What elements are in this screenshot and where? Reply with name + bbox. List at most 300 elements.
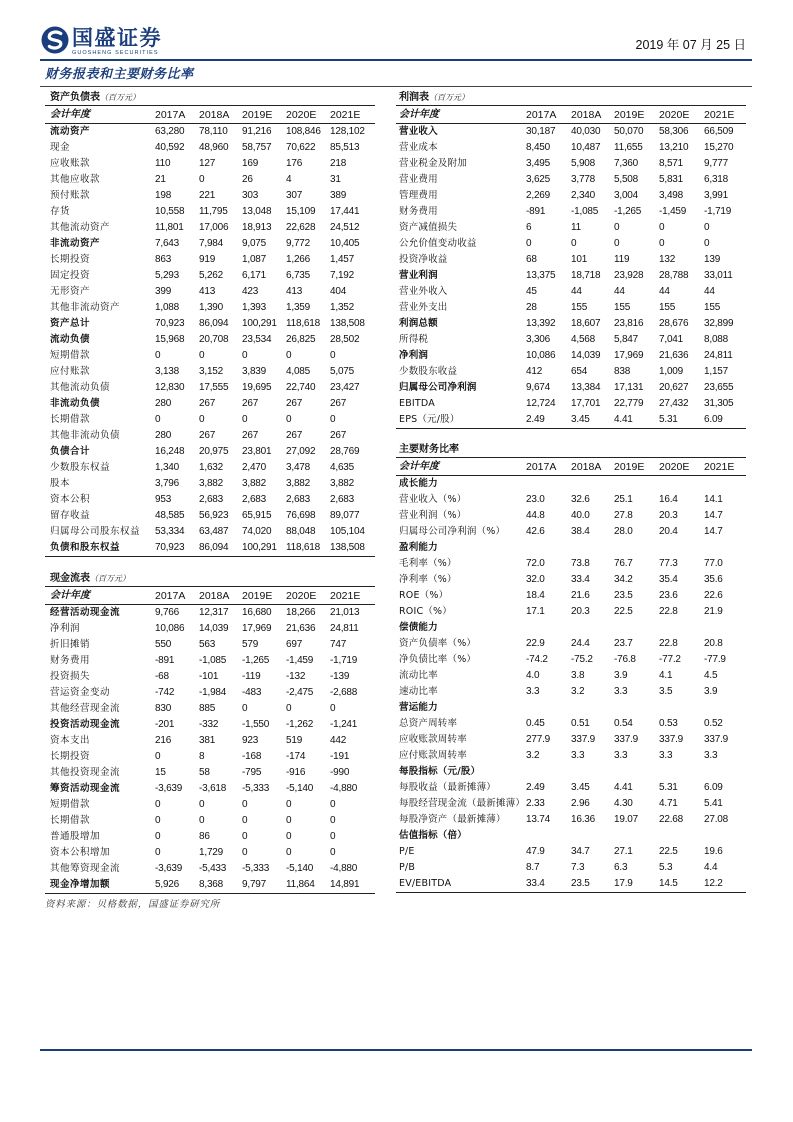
value-cell: -483 xyxy=(242,687,262,698)
column-header-label: 会计年度 xyxy=(45,588,155,605)
value-cell: 1,393 xyxy=(242,302,267,313)
value-cell: 23.6 xyxy=(659,590,678,601)
value-cell: 267 xyxy=(199,398,216,409)
table-row xyxy=(396,412,746,429)
row-label: 现金净增加额 xyxy=(45,877,155,894)
value-cell: 5,926 xyxy=(155,877,199,894)
value-cell: 2,470 xyxy=(242,462,267,473)
value-cell: 77.0 xyxy=(704,558,723,569)
table-row xyxy=(396,652,746,668)
value-cell: 27.8 xyxy=(614,510,633,521)
value-cell: 2,340 xyxy=(571,190,596,201)
value-cell: 76.7 xyxy=(614,558,633,569)
value-cell xyxy=(614,540,659,556)
value-cell: -191 xyxy=(330,751,350,762)
value-cell: 3,495 xyxy=(526,158,551,169)
row-label: 流动负债 xyxy=(50,334,91,345)
value-cell: 21 xyxy=(155,174,166,185)
table-row xyxy=(396,284,746,300)
value-cell: 44 xyxy=(614,286,625,297)
footer-divider xyxy=(40,1049,752,1051)
value-cell: 22.6 xyxy=(704,590,723,601)
value-cell: 337.9 xyxy=(659,734,684,745)
table-row xyxy=(396,732,746,748)
value-cell: 16,680 xyxy=(242,607,272,618)
value-cell: 17.1 xyxy=(526,606,545,617)
value-cell: 3,882 xyxy=(286,478,311,489)
value-cell: -75.2 xyxy=(571,654,593,665)
value-cell xyxy=(526,764,571,780)
column-header-year: 2020E xyxy=(659,107,704,124)
table-row xyxy=(45,637,375,653)
value-cell: 0 xyxy=(199,414,205,425)
financial-ratios-table xyxy=(396,442,746,893)
value-cell: 0 xyxy=(199,174,205,185)
category-row xyxy=(396,620,746,636)
table-row xyxy=(396,172,746,188)
value-cell: 2,683 xyxy=(242,494,267,505)
row-label: 财务费用 xyxy=(50,655,91,666)
value-cell: 44.8 xyxy=(526,510,545,521)
value-cell: 100,291 xyxy=(242,540,286,557)
value-cell: 0 xyxy=(155,751,161,762)
table-row xyxy=(45,220,375,236)
value-cell: 0 xyxy=(155,847,161,858)
row-label: 其他投资现金流 xyxy=(50,767,121,778)
value-cell: 2,683 xyxy=(199,494,224,505)
row-label: 净利润 xyxy=(399,350,429,361)
value-cell xyxy=(659,700,704,716)
table-row xyxy=(396,780,746,796)
value-cell: 23,427 xyxy=(330,382,360,393)
table-row xyxy=(396,364,746,380)
value-cell: 20.3 xyxy=(571,606,590,617)
value-cell xyxy=(704,764,746,780)
row-label: 营业费用 xyxy=(399,174,438,185)
value-cell: 7,643 xyxy=(155,238,180,249)
value-cell: 267 xyxy=(199,430,216,441)
value-cell: 33,011 xyxy=(704,270,733,281)
table-row xyxy=(396,220,746,236)
value-cell: 17,969 xyxy=(242,623,272,634)
value-cell: 13,384 xyxy=(571,382,601,393)
table-unit: （百万元） xyxy=(100,93,140,102)
value-cell: 5,262 xyxy=(199,270,224,281)
cash-flow-table xyxy=(45,571,375,894)
value-cell: 74,020 xyxy=(242,526,272,537)
value-cell: 0 xyxy=(571,238,577,249)
row-label: 其他流动资产 xyxy=(50,222,111,233)
value-cell: -1,459 xyxy=(286,655,314,666)
total-row xyxy=(45,717,375,733)
section-divider xyxy=(40,86,752,87)
value-cell: 277.9 xyxy=(526,734,551,745)
row-label: 营业利润 xyxy=(399,270,438,281)
value-cell: 23.0 xyxy=(526,494,545,505)
value-cell: 15,968 xyxy=(155,334,185,345)
value-cell: 35.6 xyxy=(704,574,723,585)
row-label: 速动比率 xyxy=(399,686,438,697)
table-row xyxy=(396,332,746,348)
value-cell: 72.0 xyxy=(526,558,545,569)
guosheng-logo-icon xyxy=(41,26,69,54)
value-cell: 0 xyxy=(242,703,248,714)
value-cell xyxy=(571,620,614,636)
table-row xyxy=(396,236,746,252)
value-cell: 100,291 xyxy=(242,318,277,329)
table-row xyxy=(396,492,746,508)
value-cell: 127 xyxy=(199,158,216,169)
category-row xyxy=(396,700,746,716)
value-cell: -76.8 xyxy=(614,654,636,665)
table-title xyxy=(45,90,375,106)
value-cell xyxy=(704,828,746,844)
row-label: 应收账款周转率 xyxy=(399,734,467,745)
value-cell: 28,788 xyxy=(659,270,689,281)
value-cell: 155 xyxy=(614,302,631,313)
table-row xyxy=(396,572,746,588)
value-cell: 17,555 xyxy=(199,382,229,393)
value-cell: -1,719 xyxy=(330,655,358,666)
value-cell: 14,891 xyxy=(330,877,375,894)
value-cell: -1,262 xyxy=(286,719,314,730)
value-cell: 747 xyxy=(330,639,347,650)
value-cell: 3.3 xyxy=(704,750,718,761)
source-note: 资料来源：贝格数据，国盛证券研究所 xyxy=(45,899,221,910)
value-cell: 27,092 xyxy=(286,446,316,457)
table-row xyxy=(396,508,746,524)
column-header-year: 2018A xyxy=(199,107,242,124)
value-cell: 5,831 xyxy=(659,174,684,185)
value-cell: 18,913 xyxy=(242,222,272,233)
value-cell xyxy=(704,620,746,636)
value-cell: 3,882 xyxy=(199,478,224,489)
value-cell: 32.0 xyxy=(526,574,545,585)
value-cell: 16.36 xyxy=(571,814,596,825)
value-cell: -3,639 xyxy=(155,863,183,874)
value-cell: 40,030 xyxy=(571,126,601,137)
value-cell: 2.49 xyxy=(526,782,545,793)
value-cell: 33.4 xyxy=(571,574,590,585)
value-cell xyxy=(659,476,704,493)
value-cell: 5.31 xyxy=(659,412,704,429)
value-cell: -68 xyxy=(155,671,169,682)
value-cell: 4,085 xyxy=(286,366,311,377)
value-cell: 34.2 xyxy=(614,574,633,585)
value-cell: 2.33 xyxy=(526,798,545,809)
value-cell: 0 xyxy=(330,414,336,425)
value-cell: 70,923 xyxy=(155,540,199,557)
value-cell: 12,317 xyxy=(199,607,229,618)
value-cell: -5,433 xyxy=(199,863,227,874)
value-cell: 423 xyxy=(242,286,259,297)
table-body xyxy=(45,605,375,894)
value-cell: 118,618 xyxy=(286,540,330,557)
row-label: 非流动负债 xyxy=(50,398,101,409)
value-cell: 28.0 xyxy=(614,526,633,537)
row-label: 资本公积增加 xyxy=(50,847,111,858)
value-cell: 0 xyxy=(199,350,205,361)
value-cell: 20.4 xyxy=(659,526,678,537)
value-cell: -1,550 xyxy=(242,719,270,730)
value-cell: 4.71 xyxy=(659,798,678,809)
table-row xyxy=(396,588,746,604)
value-cell: 3,839 xyxy=(242,366,267,377)
income-statement-grid xyxy=(396,107,746,429)
table-row xyxy=(396,748,746,764)
table-row xyxy=(45,204,375,220)
value-cell xyxy=(571,764,614,780)
table-row xyxy=(396,188,746,204)
value-cell: 22,740 xyxy=(286,382,316,393)
table-row xyxy=(396,876,746,893)
value-cell: 24.4 xyxy=(571,638,590,649)
value-cell xyxy=(526,476,571,493)
value-cell: 23,928 xyxy=(614,270,644,281)
value-cell: 267 xyxy=(286,430,303,441)
column-header-row xyxy=(45,107,375,124)
value-cell: 10,558 xyxy=(155,206,185,217)
value-cell: 45 xyxy=(526,286,537,297)
value-cell: 88,048 xyxy=(286,526,316,537)
value-cell: 579 xyxy=(242,639,259,650)
value-cell: 3.2 xyxy=(526,750,540,761)
value-cell: 0 xyxy=(242,414,248,425)
value-cell: 1,390 xyxy=(199,302,224,313)
value-cell: 89,077 xyxy=(330,510,360,521)
value-cell xyxy=(659,620,704,636)
row-label: 长期借款 xyxy=(50,815,91,826)
row-label: 营运资金变动 xyxy=(50,687,111,698)
value-cell: 40,592 xyxy=(155,142,185,153)
value-cell: 19.07 xyxy=(614,814,639,825)
value-cell: 4.41 xyxy=(614,412,659,429)
value-cell: 48,960 xyxy=(199,142,229,153)
row-label: 投资净收益 xyxy=(399,254,448,265)
value-cell: -174 xyxy=(286,751,306,762)
total-row xyxy=(396,316,746,332)
value-cell: -990 xyxy=(330,767,350,778)
table-title xyxy=(396,442,746,458)
value-cell: -4,880 xyxy=(330,783,358,794)
table-row xyxy=(396,668,746,684)
value-cell: 0 xyxy=(526,238,532,249)
row-label: 营业税金及附加 xyxy=(399,158,467,169)
value-cell: 3,138 xyxy=(155,366,180,377)
value-cell: 9,772 xyxy=(286,238,311,249)
value-cell: 18.4 xyxy=(526,590,545,601)
table-row xyxy=(396,140,746,156)
total-row xyxy=(45,396,375,412)
value-cell: 21,636 xyxy=(659,350,689,361)
column-header-year: 2021E xyxy=(704,459,746,476)
value-cell: 5.3 xyxy=(659,862,673,873)
row-label: 少数股东收益 xyxy=(399,366,458,377)
column-header-year: 2021E xyxy=(704,107,746,124)
value-cell xyxy=(614,828,659,844)
table-row xyxy=(45,140,375,156)
value-cell: 6,171 xyxy=(242,270,267,281)
value-cell: 20.8 xyxy=(704,638,723,649)
table-row xyxy=(45,829,375,845)
value-cell: -1,984 xyxy=(199,687,227,698)
value-cell: 267 xyxy=(286,398,303,409)
value-cell xyxy=(704,700,746,716)
category-label: 盈利能力 xyxy=(399,542,438,553)
value-cell: 18,607 xyxy=(571,318,601,329)
value-cell: 10,405 xyxy=(330,238,360,249)
total-row xyxy=(396,380,746,396)
category-row xyxy=(396,540,746,556)
value-cell: 58,306 xyxy=(659,126,689,137)
value-cell: 15,270 xyxy=(704,142,734,153)
total-row xyxy=(45,236,375,252)
value-cell: 22.8 xyxy=(659,606,678,617)
value-cell: -119 xyxy=(242,671,261,682)
value-cell: 6 xyxy=(526,222,532,233)
value-cell: 58,757 xyxy=(242,142,272,153)
table-row xyxy=(45,284,375,300)
value-cell: 105,104 xyxy=(330,526,365,537)
column-header-year: 2020E xyxy=(286,107,330,124)
value-cell: 26 xyxy=(242,174,253,185)
value-cell: 13.74 xyxy=(526,814,551,825)
value-cell: 863 xyxy=(155,254,172,265)
value-cell: -332 xyxy=(199,719,219,730)
value-cell: 697 xyxy=(286,639,303,650)
value-cell: -1,241 xyxy=(330,719,358,730)
value-cell: 14.7 xyxy=(704,526,723,537)
value-cell: 7,192 xyxy=(330,270,355,281)
row-label: 财务费用 xyxy=(399,206,438,217)
table-title-text: 资产负债表 xyxy=(50,92,100,103)
row-label: 总资产周转率 xyxy=(399,718,458,729)
value-cell: 2.96 xyxy=(571,798,590,809)
value-cell: 0 xyxy=(242,847,248,858)
value-cell: 86,094 xyxy=(199,540,242,557)
value-cell: -101 xyxy=(199,671,219,682)
value-cell: 0.52 xyxy=(704,718,723,729)
value-cell: -742 xyxy=(155,687,175,698)
value-cell: 9,075 xyxy=(242,238,267,249)
value-cell: 0 xyxy=(155,799,161,810)
row-label: 长期借款 xyxy=(50,414,91,425)
table-body xyxy=(45,124,375,557)
financial-ratios-grid xyxy=(396,459,746,893)
value-cell: 413 xyxy=(286,286,303,297)
value-cell: 34.7 xyxy=(571,846,590,857)
value-cell: 519 xyxy=(286,735,303,746)
value-cell: 118,618 xyxy=(286,318,321,329)
value-cell: 14.5 xyxy=(659,876,704,893)
row-label: 应收账款 xyxy=(50,158,91,169)
column-header-row xyxy=(396,107,746,124)
value-cell: 27.1 xyxy=(614,846,633,857)
value-cell: 1,266 xyxy=(286,254,311,265)
value-cell: -5,333 xyxy=(242,783,270,794)
value-cell: 12,724 xyxy=(526,398,556,409)
total-row xyxy=(45,540,375,557)
value-cell xyxy=(704,540,746,556)
table-row xyxy=(45,524,375,540)
value-cell: 0 xyxy=(199,815,205,826)
value-cell: 18,718 xyxy=(571,270,601,281)
row-label: 无形资产 xyxy=(50,286,91,297)
value-cell: 3.3 xyxy=(614,750,628,761)
value-cell: 47.9 xyxy=(526,846,545,857)
value-cell: 42.6 xyxy=(526,526,545,537)
table-row xyxy=(45,797,375,813)
value-cell: 20,975 xyxy=(199,446,229,457)
value-cell: 77.3 xyxy=(659,558,678,569)
value-cell: -139 xyxy=(330,671,350,682)
total-row xyxy=(45,605,375,622)
value-cell: 10,086 xyxy=(526,350,556,361)
total-row xyxy=(45,316,375,332)
table-row xyxy=(45,492,375,508)
value-cell: 0 xyxy=(286,815,292,826)
value-cell: 7.3 xyxy=(571,862,585,873)
value-cell: 0 xyxy=(330,703,336,714)
value-cell: 0 xyxy=(286,703,292,714)
value-cell: 563 xyxy=(199,639,216,650)
row-label: 资本支出 xyxy=(50,735,91,746)
value-cell: 2,269 xyxy=(526,190,551,201)
row-label: 营业收入 xyxy=(399,126,438,137)
value-cell: 91,216 xyxy=(242,126,272,137)
value-cell: 1,352 xyxy=(330,302,355,313)
value-cell: 4.5 xyxy=(704,670,718,681)
value-cell: 17,006 xyxy=(199,222,229,233)
value-cell: 0 xyxy=(330,799,336,810)
value-cell: 10,487 xyxy=(571,142,601,153)
value-cell: 28,676 xyxy=(659,318,689,329)
value-cell: 65,915 xyxy=(242,510,272,521)
value-cell: 23.5 xyxy=(614,590,633,601)
total-row xyxy=(45,877,375,894)
value-cell: 9,674 xyxy=(526,382,551,393)
row-label: 资本公积 xyxy=(50,494,91,505)
table-title-text: 利润表 xyxy=(399,92,429,103)
value-cell: 11,864 xyxy=(286,877,330,894)
value-cell: -1,085 xyxy=(571,206,599,217)
section-title: 财务报表和主要财务比率 xyxy=(45,67,194,82)
column-header-year: 2017A xyxy=(155,588,199,605)
value-cell: 6,318 xyxy=(704,174,729,185)
table-row xyxy=(45,733,375,749)
column-header-year: 2019E xyxy=(614,459,659,476)
value-cell xyxy=(614,700,659,716)
value-cell: 23,816 xyxy=(614,318,644,329)
value-cell: 0 xyxy=(155,350,161,361)
total-row xyxy=(45,332,375,348)
value-cell: 28 xyxy=(526,302,537,313)
table-row xyxy=(396,524,746,540)
total-row xyxy=(396,268,746,284)
value-cell: 0 xyxy=(242,799,248,810)
value-cell: -77.9 xyxy=(704,654,726,665)
column-header-label: 会计年度 xyxy=(396,107,526,124)
value-cell: 32.6 xyxy=(571,494,590,505)
value-cell: 3,991 xyxy=(704,190,729,201)
table-row xyxy=(45,749,375,765)
row-label: 资产总计 xyxy=(50,318,91,329)
value-cell: 280 xyxy=(155,430,172,441)
row-label: 应付账款周转率 xyxy=(399,750,467,761)
value-cell: 17,701 xyxy=(571,398,601,409)
value-cell: 0 xyxy=(286,414,292,425)
row-label: 其他流动负债 xyxy=(50,382,111,393)
